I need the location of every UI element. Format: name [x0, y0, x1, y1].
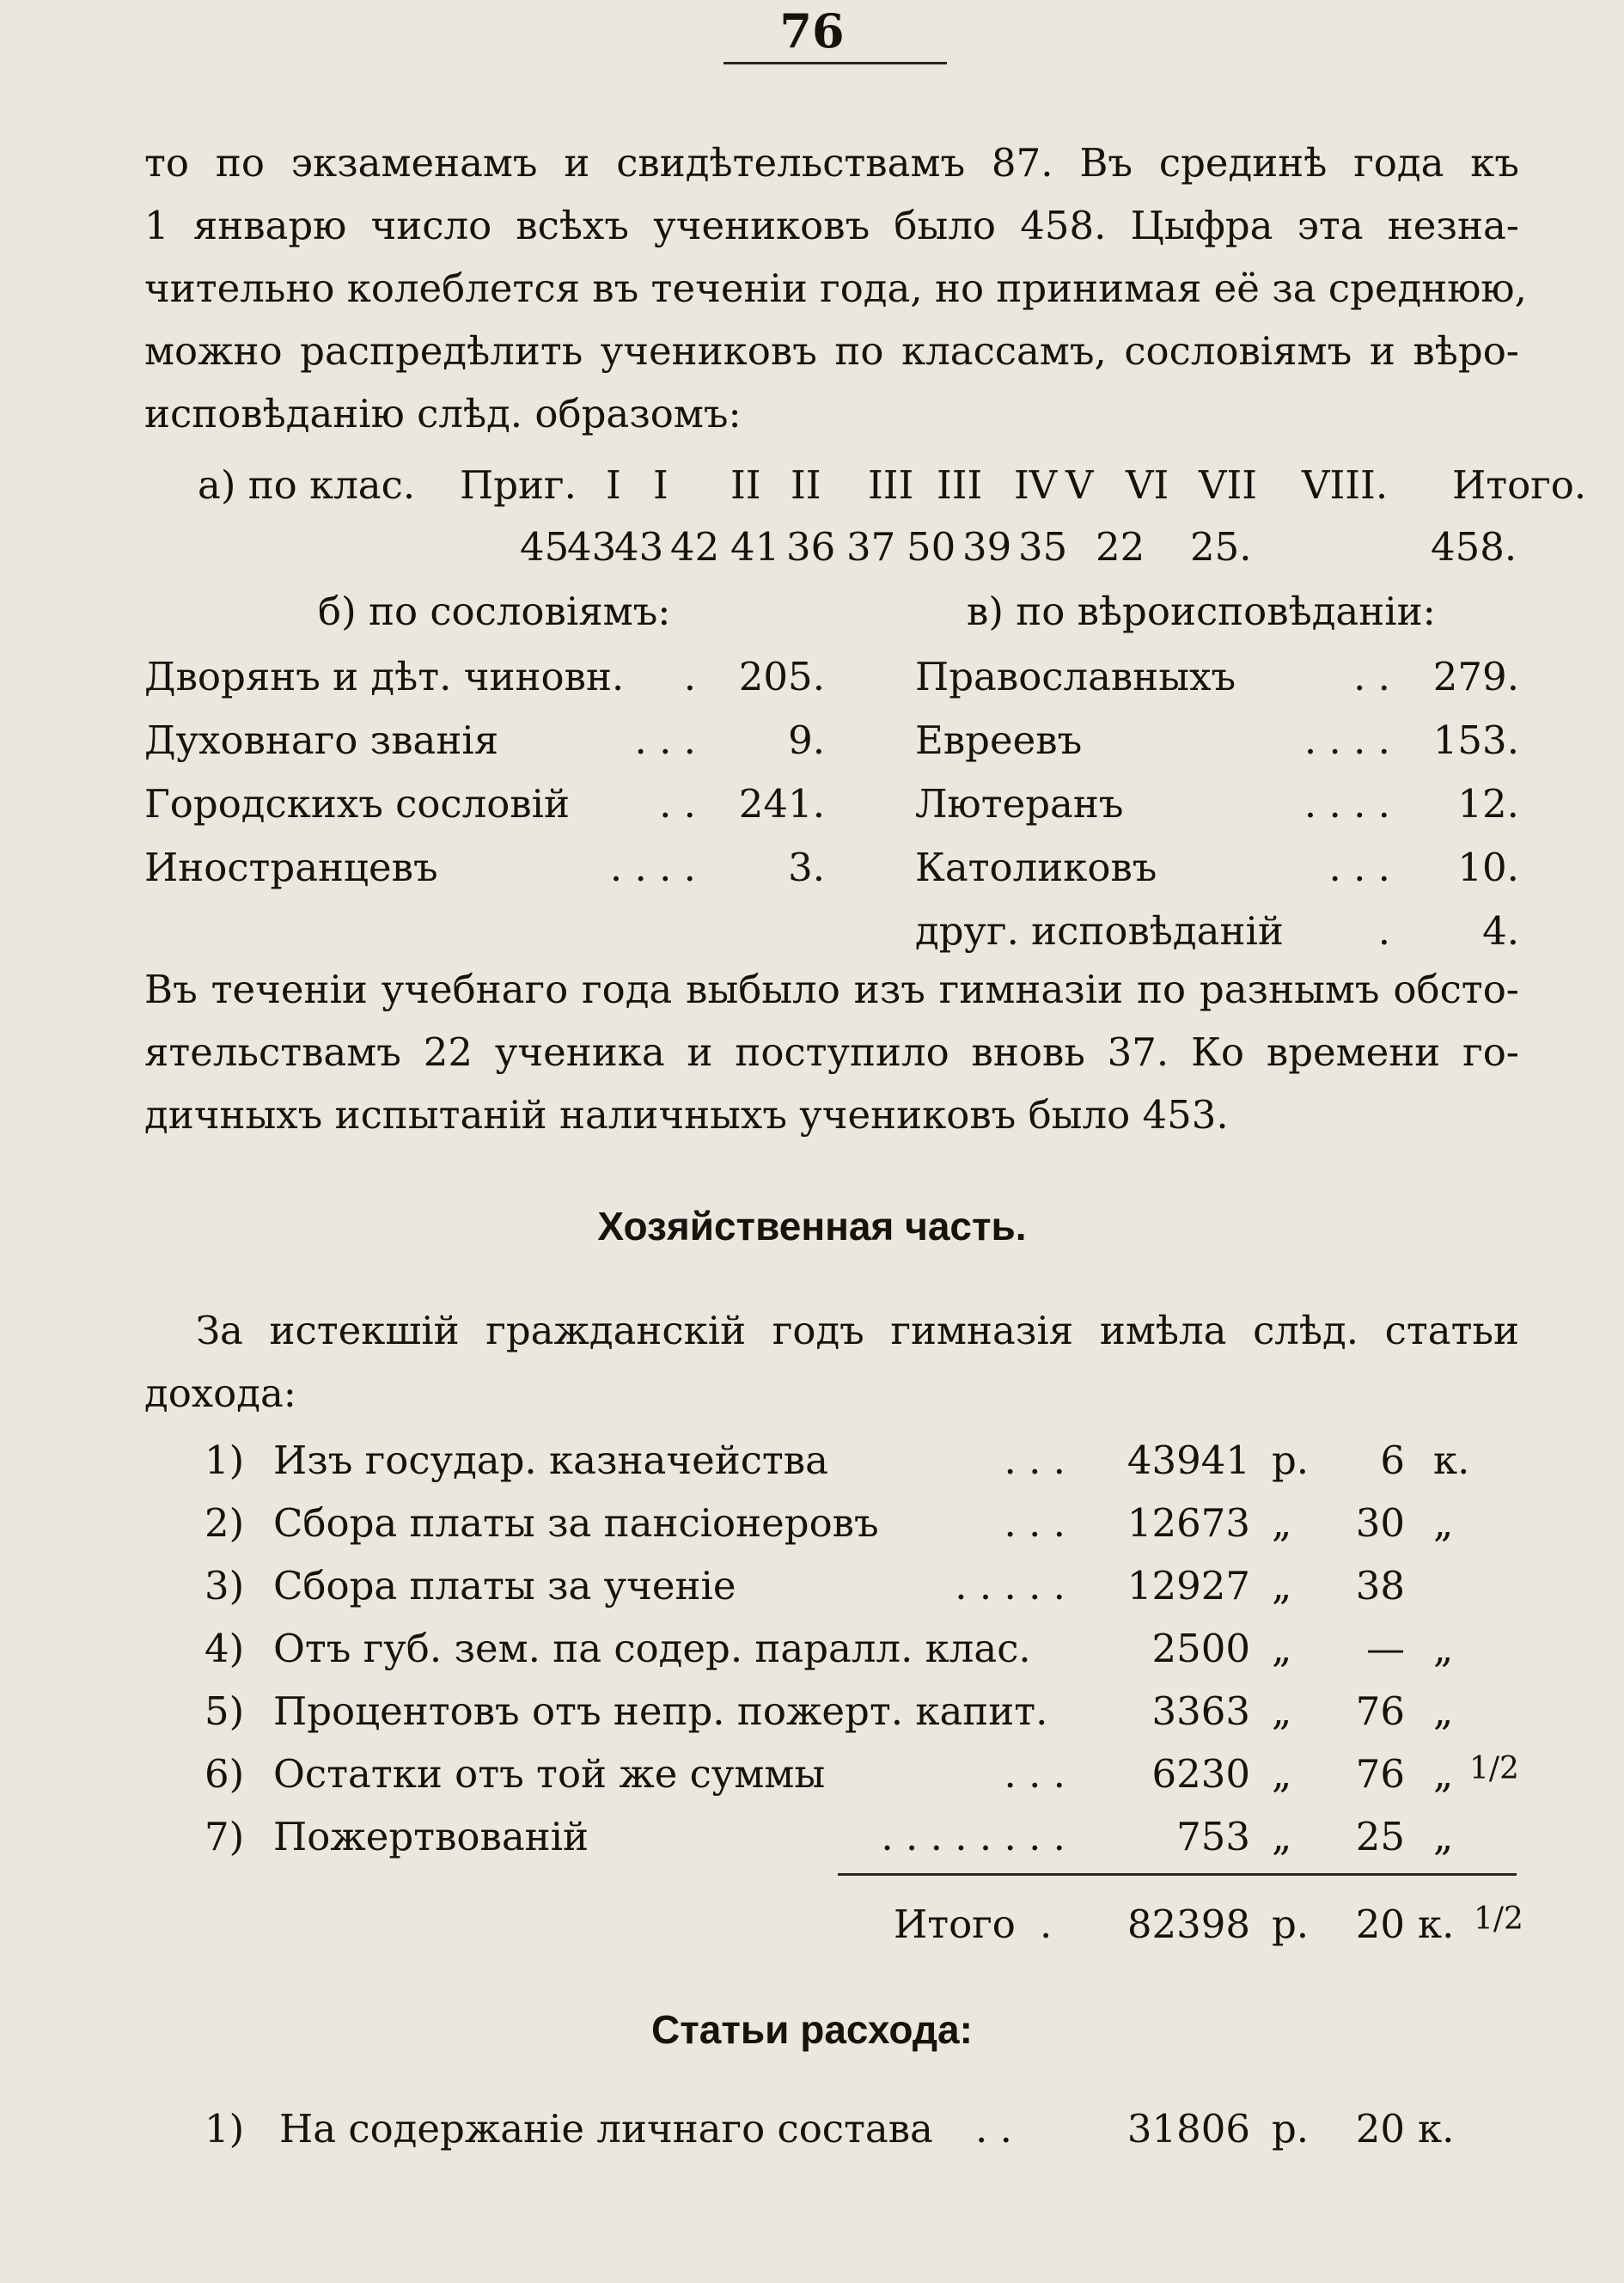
text-line: исповѣданію слѣд. образомъ: [144, 391, 742, 436]
total-r: р. [1272, 1901, 1310, 1947]
income-row [0, 1431, 1624, 1491]
income-row [0, 1807, 1624, 1867]
class-header-cell: VIII. [1302, 462, 1389, 508]
income-number: 6) [205, 1751, 245, 1797]
list-row [0, 711, 1624, 771]
class-header-cell: III [868, 462, 914, 508]
list-row [0, 647, 1624, 707]
expense-k: к. [1418, 2106, 1455, 2152]
class-value-cell: 25. [1190, 524, 1252, 570]
expense-heading: Статьи расхода: [651, 2007, 973, 2052]
class-value-cell: 458. [1431, 524, 1517, 570]
class-value-cell: 42 [670, 524, 720, 570]
list-row [0, 901, 1624, 961]
income-label: Пожертвованій [273, 1814, 589, 1859]
income-row [0, 1619, 1624, 1679]
class-header-cell: V [1065, 462, 1094, 508]
text-line: дохода: [144, 1370, 296, 1416]
page-number: 76 [779, 3, 845, 58]
row-label: Духовнаго званія [144, 717, 499, 763]
row-value: 9. [788, 717, 825, 763]
income-r: р. [1272, 1438, 1310, 1483]
total-kopecks: 20 [1355, 1901, 1405, 1947]
row-value: 10. [1457, 845, 1519, 890]
income-row [0, 1493, 1624, 1554]
class-header-cell: Итого. [1452, 462, 1587, 508]
row-dots: . [683, 654, 696, 699]
income-rubles: 753 [1176, 1814, 1250, 1859]
row-label: Католиковъ [915, 845, 1157, 890]
estates-heading: б) по сословіямъ: [318, 589, 671, 634]
expense-rubles: 31806 [1126, 2106, 1250, 2152]
row-value: 12. [1457, 781, 1519, 827]
income-number: 1) [205, 1438, 245, 1483]
income-r: „ [1272, 1500, 1292, 1546]
religions-heading: в) по вѣроисповѣданіи: [967, 589, 1436, 634]
income-label: Сбора платы за ученіе [273, 1563, 736, 1608]
list-row [0, 838, 1624, 898]
income-kopecks: 25 [1355, 1814, 1405, 1859]
class-header-cell: I [653, 462, 669, 508]
row-label: Дворянъ и дѣт. чиновн. [144, 654, 625, 699]
text-line: дичныхъ испытаній наличныхъ учениковъ было 453. [144, 1092, 1229, 1138]
income-k: „ [1433, 1626, 1454, 1671]
income-dots: . . . [1004, 1438, 1065, 1483]
income-label: Остатки отъ той же суммы [273, 1751, 826, 1797]
row-dots: . [1377, 908, 1390, 954]
income-label: Процентовъ отъ непр. пожерт. капит. [273, 1688, 1048, 1734]
total-dot: . [1040, 1901, 1053, 1947]
row-value: 153. [1432, 717, 1519, 763]
income-rubles: 2500 [1151, 1626, 1250, 1671]
income-r: „ [1272, 1688, 1292, 1734]
expense-r: р. [1272, 2106, 1310, 2152]
class-header-cell: II [730, 462, 761, 508]
class-value-cell: 36 [786, 524, 836, 570]
row-dots: . . [1353, 654, 1390, 699]
class-header-cell: IV [1014, 462, 1058, 508]
income-dots: . . . [1004, 1500, 1065, 1546]
movement-paragraph [144, 958, 1519, 1146]
income-number: 7) [205, 1814, 245, 1859]
row-value: 4. [1482, 908, 1519, 954]
income-r: „ [1272, 1751, 1292, 1797]
class-value-cell: 41 [730, 524, 780, 570]
expense-dots: . . [975, 2106, 1012, 2152]
income-r: „ [1272, 1563, 1292, 1608]
income-kopecks: 30 [1355, 1500, 1405, 1546]
class-value-cell: 45 [520, 524, 570, 570]
expense-number: 1) [205, 2106, 245, 2152]
expense-label: На содержаніе личнаго состава [279, 2106, 933, 2152]
income-dots: . . . . . . . . [881, 1814, 1065, 1859]
income-kopecks: 76 [1355, 1688, 1405, 1734]
income-dots: . . . [1004, 1751, 1065, 1797]
income-row [0, 1744, 1624, 1804]
class-value-cell: 37 [846, 524, 896, 570]
row-label: Лютеранъ [915, 781, 1124, 827]
list-row [0, 774, 1624, 834]
row-dots: . . . [634, 717, 696, 763]
income-rubles: 3363 [1151, 1688, 1250, 1734]
text-line: чительно колеблется въ теченіи года, но принимая её за среднюю, [144, 266, 1527, 311]
total-label: Итого [894, 1901, 1016, 1947]
class-header-cell: II [791, 462, 821, 508]
income-r: „ [1272, 1626, 1292, 1671]
text-line: ятельствамъ 22 ученика и поступило вновь 37. Ко времени го- [144, 1029, 1519, 1075]
row-label: Иностранцевъ [144, 845, 438, 890]
income-kopecks: 76 [1355, 1751, 1405, 1797]
class-value-cell: 39 [962, 524, 1012, 570]
class-value-cell: 43 [567, 524, 617, 570]
income-dots: . . . . . [955, 1563, 1065, 1608]
income-number: 5) [205, 1688, 245, 1734]
income-number: 2) [205, 1500, 245, 1546]
income-rubles: 12673 [1126, 1500, 1250, 1546]
total-half: 1/2 [1474, 1901, 1523, 1937]
class-header-cell: III [937, 462, 983, 508]
row-label: Городскихъ сословій [144, 781, 571, 827]
total-rubles: 82398 [1126, 1901, 1250, 1947]
class-header-cell: I [606, 462, 621, 508]
classes-label: а) по клас. [198, 462, 416, 508]
income-half: 1/2 [1469, 1751, 1519, 1786]
total-k: к. [1418, 1901, 1455, 1947]
income-row [0, 1556, 1624, 1616]
income-rubles: 12927 [1126, 1563, 1250, 1608]
class-header-cell: Приг. [460, 462, 577, 508]
economy-heading: Хозяйственная часть. [597, 1204, 1027, 1248]
row-value: 241. [738, 781, 825, 827]
income-label: Изъ государ. казначейства [273, 1438, 828, 1483]
class-value-cell: 50 [907, 524, 956, 570]
row-dots: . . . [1328, 845, 1390, 890]
row-label: Православныхъ [915, 654, 1236, 699]
class-value-cell: 35 [1018, 524, 1068, 570]
income-k: „ [1433, 1814, 1454, 1859]
income-k: „ [1433, 1688, 1454, 1734]
income-r: „ [1272, 1814, 1292, 1859]
income-k: „ [1433, 1500, 1454, 1546]
row-value: 205. [738, 654, 825, 699]
income-label: Сбора платы за пансіонеровъ [273, 1500, 879, 1546]
income-row [0, 1682, 1624, 1742]
row-dots: . . . . [609, 845, 696, 890]
text-line: За истекшій гражданскій годъ гимназія имѣла слѣд. статьи [196, 1308, 1519, 1353]
class-header-cell: VI [1126, 462, 1169, 508]
page-number-rule [723, 62, 947, 64]
income-total-row [0, 1895, 1624, 1955]
income-kopecks: 38 [1355, 1563, 1405, 1608]
text-line: можно распредѣлить учениковъ по классамъ, сословіямъ и вѣро- [144, 328, 1519, 374]
row-dots: . . [659, 781, 696, 827]
class-header-cell: VII [1199, 462, 1258, 508]
income-kopecks: 6 [1380, 1438, 1405, 1483]
class-value-cell: 22 [1096, 524, 1145, 570]
row-dots: . . . . [1303, 717, 1390, 763]
row-value: 3. [788, 845, 825, 890]
row-dots: . . . . [1303, 781, 1390, 827]
row-value: 279. [1432, 654, 1519, 699]
text-line: то по экзаменамъ и свидѣтельствамъ 87. Въ срединѣ года къ [144, 140, 1519, 186]
intro-paragraph [144, 131, 1527, 445]
income-label: Отъ губ. зем. па содер. паралл. клас. [273, 1626, 1031, 1671]
income-number: 4) [205, 1626, 245, 1671]
row-label: друг. исповѣданій [915, 908, 1284, 954]
income-kopecks: — [1366, 1626, 1405, 1671]
income-rubles: 43941 [1126, 1438, 1250, 1483]
class-value-cell: 43 [614, 524, 664, 570]
economy-intro [144, 1299, 1519, 1425]
row-label: Евреевъ [915, 717, 1083, 763]
text-line: Въ теченіи учебнаго года выбыло изъ гимназіи по разнымъ обсто- [144, 967, 1519, 1012]
expense-kopecks: 20 [1355, 2106, 1405, 2152]
text-line: 1 январю число всѣхъ учениковъ было 458. Цыфра эта незна- [144, 203, 1519, 248]
income-rubles: 6230 [1151, 1751, 1250, 1797]
expense-row [0, 2099, 1624, 2159]
total-rule [838, 1873, 1517, 1876]
income-number: 3) [205, 1563, 245, 1608]
income-k: „ [1433, 1751, 1454, 1797]
income-k: к. [1433, 1438, 1470, 1483]
